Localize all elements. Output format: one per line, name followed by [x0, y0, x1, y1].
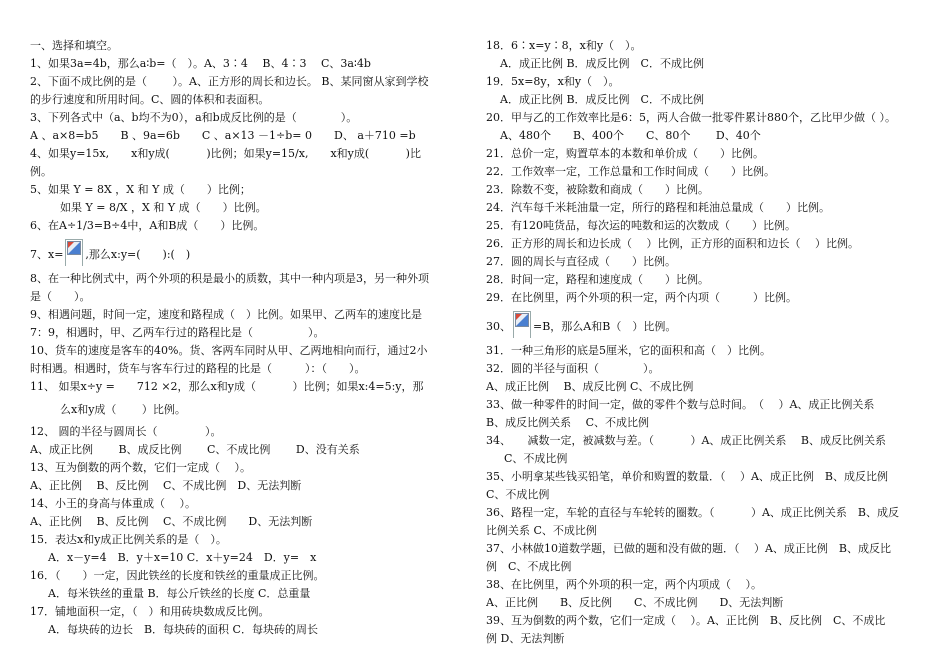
question-line: 14、小王的身高与体重成（ ）。: [30, 497, 196, 510]
option-line: A、正比例 B、反比例 C、不成比例 D、无法判断: [30, 479, 302, 492]
question-line: 24．汽车每千米耗油量一定，所行的路程和耗油总量成（ ）比例。: [486, 201, 830, 214]
option-line: A．每块砖的边长 B．每块砖的面积 C．每块砖的周长: [48, 623, 318, 636]
question-line: A 、a×8=b5 B 、9a=6b C 、a×13 －1÷b= 0 D、 a＋710 =b: [30, 129, 416, 142]
question-line: 22．工作效率一定，工作总量和工作时间成（ ）比例。: [486, 165, 775, 178]
question-line: 12、 圆的半径与圆周长（ ）。: [30, 425, 222, 438]
question-line: 20．甲与乙的工作效率比是6：5，两人合做一批零件累计880个，乙比甲少做（ ）。: [486, 111, 896, 124]
question-line: 38、在比例里，两个外项的积一定，两个内项成（ ）。: [486, 578, 762, 591]
question-line: 35、小明拿某些钱买铅笔，单价和购置的数量．（ ）A、成正比例 B、成反比例: [486, 470, 889, 483]
question-line: 13、互为倒数的两个数，它们一定成（ ）。: [30, 461, 251, 474]
question-text: 30、: [486, 320, 511, 333]
option-line: 例 C、不成比例: [486, 560, 572, 573]
question-line: 31．一种三角形的底是5厘米，它的面积和高（ ）比例。: [486, 344, 771, 357]
option-line: C、不成比例: [504, 452, 568, 465]
question-line: 21．总价一定，购置草本的本数和单价成（ ）比例。: [486, 147, 764, 160]
question-text: ,那么x:y=( ):( ): [85, 248, 191, 261]
question-line: 是（ ）。: [30, 290, 91, 303]
question-line: 33、做一种零件的时间一定，做的零件个数与总时间。 （ ）A、成正比例关系: [486, 398, 875, 411]
question-line: 23．除数不变，被除数和商成（ ）比例。: [486, 183, 709, 196]
question-line: 19．5x=8y，x和y（ ）。: [486, 75, 620, 88]
question-line: 10、货车的速度是客车的40%。货、客两车同时从甲、乙两地相向而行，通过2小: [30, 344, 428, 357]
question-line: 37、小林做10道数学题，已做的题和没有做的题．（ ）A、成正比例 B、成反比: [486, 542, 892, 555]
option-line: A．成正比例 B．成反比例 C．不成比例: [500, 93, 704, 106]
question-line: 32．圆的半径与面积（ ）。: [486, 362, 660, 375]
option-line: A．x－y=4 B．y＋x=10 C．x＋y=24 D．y= x: [48, 551, 317, 564]
question-line: 6、在A÷1/3=B÷4中，A和B成（ ）比例。: [30, 219, 265, 232]
question-line: 17．铺地面积一定，（ ）和用砖块数成反比例。: [30, 605, 270, 618]
option-line: 比例关系 C、不成比例: [486, 524, 597, 537]
option-line: A．每米铁丝的重量 B．每公斤铁丝的长度 C．总重量: [48, 587, 311, 600]
question-line: 8、在一种比例式中，两个外项的积是最小的质数，其中一种内项是3，另一种外项: [30, 272, 429, 285]
question-line: 7：9，相遇时，甲、乙两车行过的路程比是（ ）。: [30, 326, 325, 339]
question-line: 时相遇。相遇时，货车与客车行过的路程的比是（ ）：（ ）。: [30, 362, 366, 375]
option-line: A、成正比例 B、成反比例 C、不成比例 D、没有关系: [30, 443, 360, 456]
question-line: 27．圆的周长与直径成（ ）比例。: [486, 255, 676, 268]
broken-image-icon: [65, 239, 83, 266]
question-line: [486, 311, 926, 338]
question-line: 15．表达x和y成正比例关系的是（ ）。: [30, 533, 227, 546]
question-line: 16．（ ）一定，因此铁丝的长度和铁丝的重量成正比例。: [30, 569, 325, 582]
question-line: 34、 减数一定，被减数与差。（ ）A、成正比例关系 B、成反比例关系: [486, 434, 887, 447]
option-line: A、480个 B、400个 C、80个 D、40个: [500, 129, 761, 142]
option-line: A、成正比例 B、成反比例 C、不成比例: [486, 380, 694, 393]
question-text: 7、x=: [30, 248, 64, 261]
option-line: A、正比例 B、反比例 C、不成比例 D、无法判断: [30, 515, 313, 528]
question-line: 么x和y成（ ）比例。: [60, 403, 186, 416]
question-line: 1、如果3a=4b，那么a∶b=（ ）。A、3∶4 B、4∶3 C、3a∶4b: [30, 57, 371, 70]
question-line: 如果 Y = 8/X ，X 和 Y 成（ ）比例。: [60, 201, 267, 214]
question-line: 4、如果y=15x, x和y成( )比例；如果y=15/x, x和y成( )比: [30, 147, 421, 160]
question-line: 25．有120吨货品，每次运的吨数和运的次数成（ ）比例。: [486, 219, 796, 232]
question-text: =B，那么A和B（ ）比例。: [533, 320, 677, 333]
section-title: 一、选择和填空。: [30, 39, 118, 52]
question-line: [30, 239, 470, 266]
left-column: [30, 37, 470, 639]
question-line: 36、路程一定，车轮的直径与车轮转的圈数。（ ）A、成正比例关系 B、成反: [486, 506, 900, 519]
question-line: 29．在比例里，两个外项的积一定，两个内项（ ）比例。: [486, 291, 797, 304]
question-line: 18．6∶x=y∶8，x和y（ ）。: [486, 39, 642, 52]
question-line: 5、如果 Y = 8X ，X 和 Y 成（ ）比例；: [30, 183, 251, 196]
broken-image-icon: [513, 311, 531, 338]
option-line: A．成正比例 B．成反比例 C．不成比例: [500, 57, 704, 70]
question-line: 39、互为倒数的两个数，它们一定成（ ）。A、正比例 B、反比例 C、不成比: [486, 614, 886, 627]
question-line: 28．时间一定，路程和速度成（ ）比例。: [486, 273, 709, 286]
question-line: 2、下面不成比例的是（ ）。A、正方形的周长和边长。 B、某同窗从家到学校: [30, 75, 429, 88]
option-line: A、正比例 B、反比例 C、不成比例 D、无法判断: [486, 596, 784, 609]
option-line: C、不成比例: [486, 488, 550, 501]
right-column: [486, 37, 926, 648]
question-line: 9、相遇问题，时间一定，速度和路程成（ ）比例。如果甲、乙两车的速度比是: [30, 308, 422, 321]
question-line: 的步行速度和所用时间。C、圆的体积和表面积。: [30, 93, 270, 106]
question-line: 3、下列各式中（a、b均不为0），a和b成反比例的是（ ）。: [30, 111, 358, 124]
question-line: 11、 如果x÷y = 712 ×2，那么x和y成（ ）比例；如果x:4=5:y，那: [30, 380, 424, 393]
option-line: B、成反比例关系 C、不成比例: [486, 416, 649, 429]
option-line: 例 D、无法判断: [486, 632, 565, 645]
question-line: 26．正方形的周长和边长成（ ）比例，正方形的面积和边长（ ）比例。: [486, 237, 859, 250]
question-line: 例。: [30, 165, 52, 178]
